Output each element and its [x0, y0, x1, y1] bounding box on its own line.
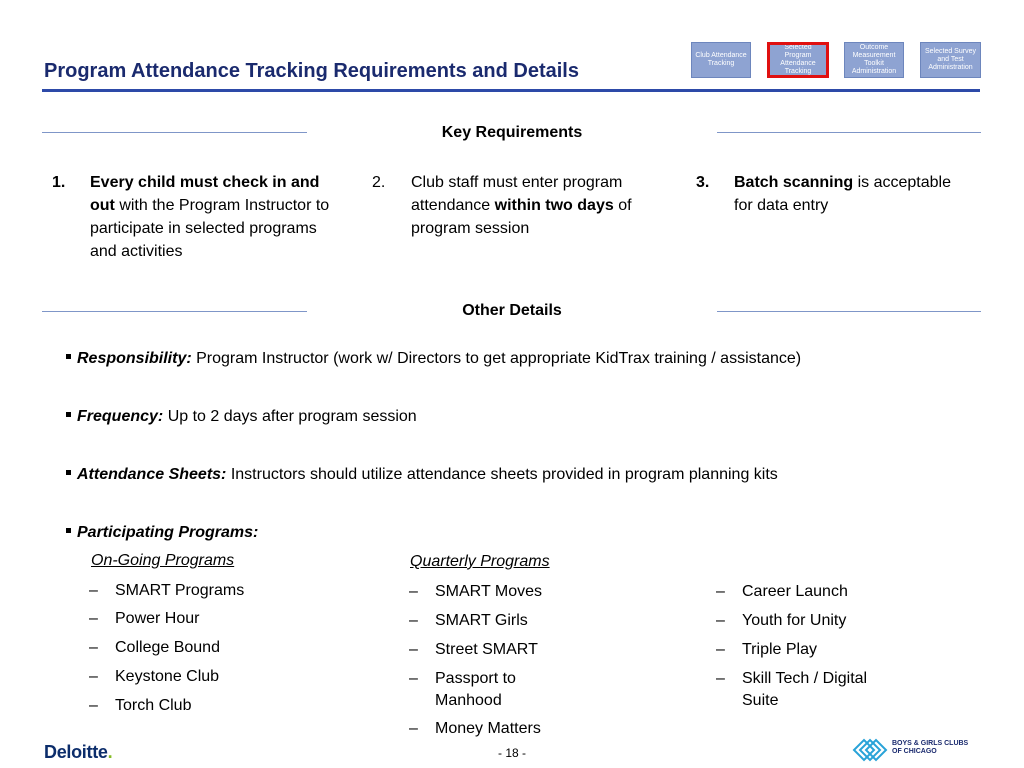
nav-club-attendance-tracking[interactable]: Club Attendance Tracking — [691, 42, 751, 78]
requirement-3-number: 3. — [696, 174, 710, 191]
partner-name: BOYS & GIRLS CLUBS OF CHICAGO — [892, 740, 969, 755]
key-req-rule-right — [717, 132, 981, 133]
other-details-heading: Other Details — [462, 302, 562, 319]
program-item-dash: – — [409, 612, 418, 629]
program-item-dash: – — [89, 697, 98, 714]
program-item-label: Power Hour — [115, 610, 200, 627]
ongoing-programs-heading: On-Going Programs — [91, 552, 235, 569]
detail-attendance-sheets: Attendance Sheets: Instructors should utilize attendance sheets provided in program planning kits — [66, 466, 778, 484]
program-item-dash: – — [409, 583, 418, 600]
program-item-dash: – — [89, 639, 98, 656]
program-item-label: Career Launch — [742, 583, 848, 600]
program-item-label: Keystone Club — [115, 668, 220, 685]
program-item-dash: – — [89, 668, 98, 685]
key-requirements-heading: Key Requirements — [441, 124, 583, 141]
program-item-label: SMART Girls — [435, 612, 528, 629]
program-item-dash: – — [716, 583, 725, 600]
deloitte-logo: Deloitte. — [44, 742, 113, 762]
program-item-label: Money Matters — [435, 720, 541, 737]
requirement-1 — [52, 171, 332, 291]
other-details-rule-right — [717, 311, 981, 312]
nav-selected-survey-test-admin[interactable]: Selected Survey and Test Administration — [920, 42, 981, 78]
program-item-label: Street SMART — [435, 641, 538, 658]
requirement-2-text: Club staff must enter program attendance within two days of program session — [411, 174, 632, 237]
requirement-2 — [372, 171, 652, 271]
bullet-square-icon — [66, 470, 71, 475]
program-item-dash: – — [89, 582, 98, 599]
program-item-dash: – — [409, 720, 418, 737]
program-item-dash: – — [716, 612, 725, 629]
page-title: Program Attendance Tracking Requirements and Details — [44, 60, 579, 82]
requirement-1-number: 1. — [52, 174, 66, 191]
other-details-rule-left — [42, 311, 307, 312]
detail-participating-programs: Participating Programs: — [66, 524, 258, 542]
bullet-square-icon — [66, 354, 71, 359]
program-item-dash: – — [89, 610, 98, 627]
bullet-square-icon — [66, 412, 71, 417]
program-item-dash: – — [716, 670, 725, 687]
program-item-dash: – — [716, 641, 725, 658]
program-item-label: College Bound — [115, 639, 220, 656]
key-req-rule-left — [42, 132, 307, 133]
nav-outcome-measurement-toolkit[interactable]: Outcome Measurement Toolkit Administration — [844, 42, 904, 78]
requirement-1-text: Every child must check in and out with the Program Instructor to participate in selected programs and activities — [90, 174, 330, 260]
program-item-label: Youth for Unity — [742, 612, 847, 629]
nav-selected-program-attendance-tracking[interactable]: Selected Program Attendance Tracking — [767, 42, 829, 78]
requirement-2-number: 2. — [372, 174, 386, 191]
detail-frequency: Frequency: Up to 2 days after program session — [66, 408, 417, 426]
program-item-label: Passport to Manhood — [435, 670, 516, 709]
program-item-dash: – — [409, 641, 418, 658]
requirement-3 — [696, 171, 976, 231]
page-number: - 18 - — [497, 746, 526, 760]
program-item-label: Skill Tech / Digital Suite — [742, 670, 868, 709]
program-item-label: SMART Programs — [115, 582, 245, 599]
program-item-label: Triple Play — [742, 641, 817, 658]
title-divider — [42, 89, 980, 92]
program-item-dash: – — [409, 670, 418, 687]
detail-responsibility: Responsibility: Program Instructor (work w/ Directors to get appropriate KidTrax training / assistance) — [66, 350, 801, 368]
program-item-label: Torch Club — [115, 697, 192, 714]
program-item-label: SMART Moves — [435, 583, 542, 600]
bullet-square-icon — [66, 528, 71, 533]
requirement-3-text: Batch scanning is acceptable for data entry — [734, 174, 951, 214]
quarterly-programs-heading: Quarterly Programs — [410, 553, 550, 570]
